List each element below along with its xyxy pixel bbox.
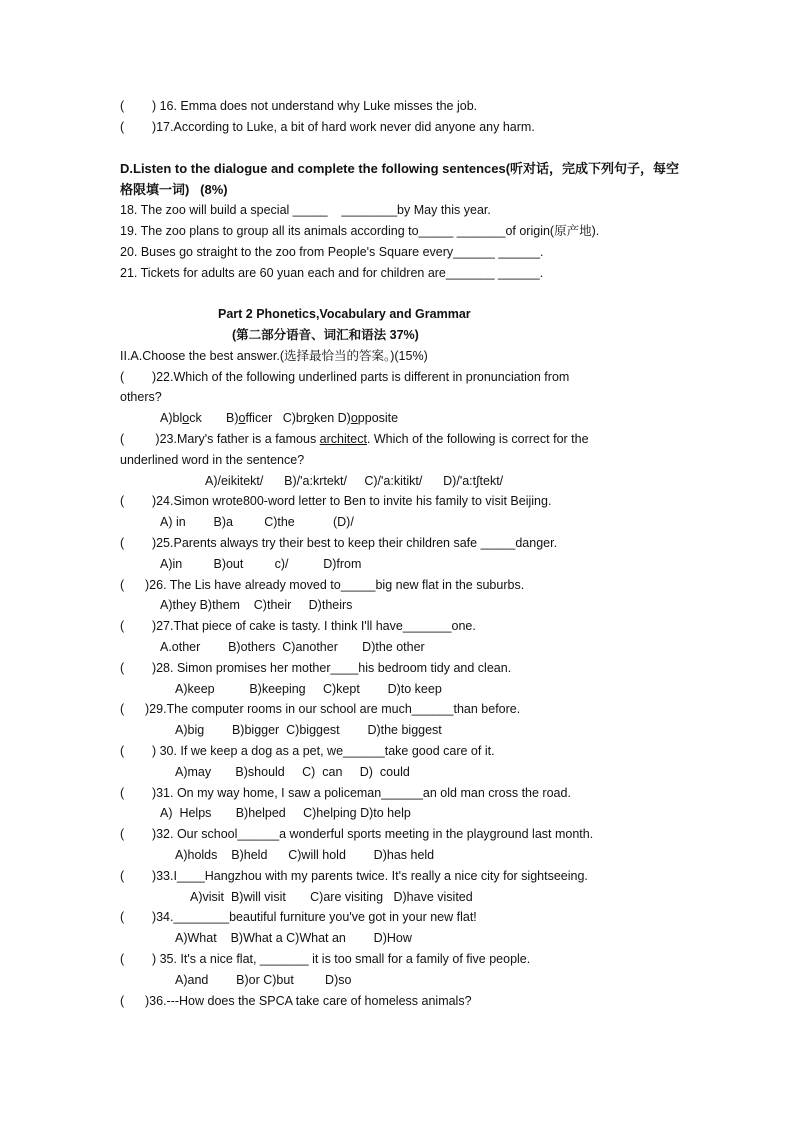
question-31: ( )31. On my way home, I saw a policeman______an old man cross the road. <box>120 786 571 800</box>
question-26-options: A)they B)them C)their D)theirs <box>160 598 353 612</box>
question-24: ( )24.Simon wrote800-word letter to Ben to invite his family to visit Beijing. <box>120 494 552 508</box>
question-35-options: A)and B)or C)but D)so <box>175 973 352 987</box>
question-28: ( )28. Simon promises her mother____his bedroom tidy and clean. <box>120 661 512 675</box>
question-33: ( )33.I____Hangzhou with my parents twice. It's really a nice city for sightseeing. <box>120 869 588 883</box>
question-22-options: A)block B)officer C)broken D)opposite <box>160 411 399 425</box>
question-31-options: A) Helps B)helped C)helping D)to help <box>160 806 411 820</box>
question-34: ( )34.________beautiful furniture you've got in your new flat! <box>120 910 477 924</box>
question-29-options: A)big B)bigger C)biggest D)the biggest <box>175 723 442 737</box>
question-28-options: A)keep B)keeping C)kept D)to keep <box>175 682 442 696</box>
section-d-heading: D.Listen to the dialogue and complete the following sentences(听对话，完成下列句子，每空 <box>120 161 680 176</box>
question-25-options: A)in B)out c)/ D)from <box>160 557 362 571</box>
question-36: ( )36.---How does the SPCA take care of homeless animals? <box>120 994 472 1008</box>
question-16: ( ) 16. Emma does not understand why Luke misses the job. <box>120 99 478 113</box>
question-22: ( )22.Which of the following underlined parts is different in pronunciation from <box>120 370 570 384</box>
question-24-options: A) in B)a C)the (D)/ <box>160 515 354 529</box>
question-27-options: A.other B)others C)another D)the other <box>160 640 425 654</box>
question-17: ( )17.According to Luke, a bit of hard work never did anyone any harm. <box>120 120 535 134</box>
question-25: ( )25.Parents always try their best to keep their children safe _____danger. <box>120 536 558 550</box>
question-18: 18. The zoo will build a special _____ ________by May this year. <box>120 203 491 217</box>
question-32-options: A)holds B)held C)will hold D)has held <box>175 848 435 862</box>
question-20: 20. Buses go straight to the zoo from People's Square every______ ______. <box>120 245 544 259</box>
question-23: ( )23.Mary's father is a famous architect. Which of the following is correct for the <box>120 432 589 446</box>
section-d-heading-cont: 格限填一词) (8%) <box>120 182 228 197</box>
part2-subtitle: (第二部分语音、词汇和语法 37%) <box>232 328 419 342</box>
section-iia-heading: II.A.Choose the best answer.(选择最恰当的答案。)(15%) <box>120 349 428 363</box>
question-32: ( )32. Our school______a wonderful sports meeting in the playground last month. <box>120 827 594 841</box>
question-26: ( )26. The Lis have already moved to_____big new flat in the suburbs. <box>120 578 525 592</box>
question-30: ( ) 30. If we keep a dog as a pet, we______take good care of it. <box>120 744 495 758</box>
question-19: 19. The zoo plans to group all its animals according to_____ _______of origin(原产地). <box>120 224 600 238</box>
question-35: ( ) 35. It's a nice flat, _______ it is too small for a family of five people. <box>120 952 531 966</box>
question-33-options: A)visit B)will visit C)are visiting D)have visited <box>190 890 473 904</box>
question-27: ( )27.That piece of cake is tasty. I think I'll have_______one. <box>120 619 476 633</box>
question-23-cont: underlined word in the sentence? <box>120 453 305 467</box>
question-30-options: A)may B)should C) can D) could <box>175 765 410 779</box>
question-22-cont: others? <box>120 390 162 404</box>
question-23-options: A)/eikitekt/ B)/'a:krtekt/ C)/'a:kitikt/ D)/'a:t∫tekt/ <box>205 474 504 488</box>
question-21: 21. Tickets for adults are 60 yuan each and for children are_______ ______. <box>120 266 544 280</box>
question-29: ( )29.The computer rooms in our school are much______than before. <box>120 702 521 716</box>
question-34-options: A)What B)What a C)What an D)How <box>175 931 412 945</box>
part2-title: Part 2 Phonetics,Vocabulary and Grammar <box>218 307 471 321</box>
